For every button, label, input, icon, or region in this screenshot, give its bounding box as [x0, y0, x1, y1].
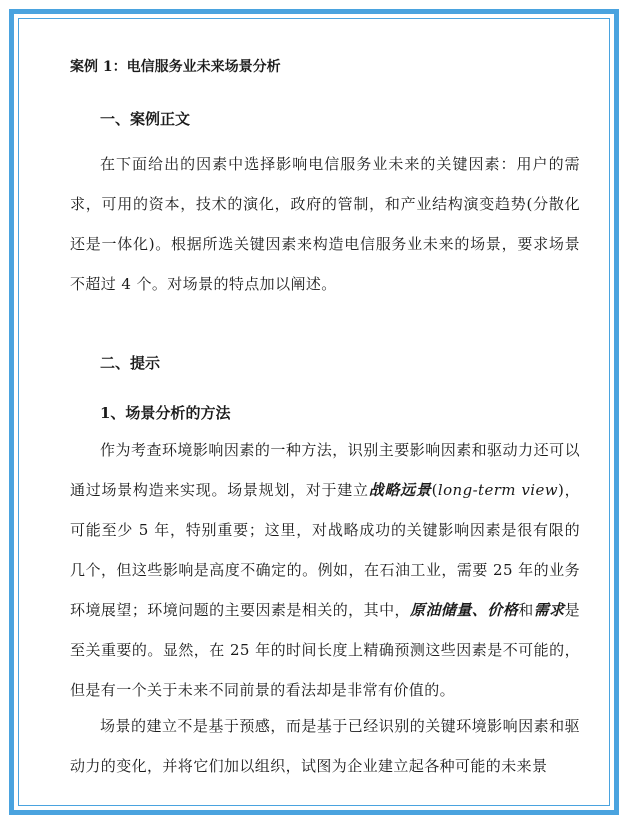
- text-run: 作为考查环境影响因素的一种方法，识别主要影响因素和驱动力还可以通过场景构造来实现。场景规划，对于建立: [70, 441, 580, 499]
- document-body: [70, 56, 581, 775]
- text-run: 是至关重要的。显然，在 25 年的时间长度上精确预测这些因素是不可能的，但是有一个关于未来不同前景的看法却是非常有价值的。: [70, 601, 581, 699]
- scenario-building-paragraph: 场景的建立不是基于预感，而是基于已经识别的关键环境影响因素和驱动力的变化，并将它们加以组织，试图为企业建立起各种可能的未来景: [70, 717, 580, 775]
- term-long-term-view: long-term view: [437, 481, 559, 499]
- text-run: 、: [471, 601, 488, 619]
- text-run: )，可能至少 5 年，特别重要；这里，对战略成功的关键影响因素是很有限的几个，但这些影响是高度不确定的。例如，在石油工业，需要 25 年的业务环境展望；环境问题的主要因素是相关的，其中，: [70, 481, 580, 619]
- section-heading-hints: 二、提示: [100, 354, 161, 372]
- term-demand: 需求: [533, 601, 565, 619]
- case-title: 案例 1：电信服务业未来场景分析: [70, 59, 281, 75]
- case-text-paragraph: 在下面给出的因素中选择影响电信服务业未来的关键因素：用户的需求，可用的资本，技术的演化，政府的管制，和产业结构演变趋势(分散化还是一体化)。根据所选关键因素来构造电信服务业未来的场景，要求场景不超过 4 个。对场景的特点加以阐述。: [70, 155, 580, 293]
- text-run: (: [431, 481, 438, 499]
- section-heading-case-text: 一、案例正文: [100, 110, 191, 128]
- term-oil-reserves: 原油储量: [410, 601, 472, 619]
- subsection-heading-scenario-method: 1、场景分析的方法: [100, 404, 231, 422]
- term-strategic-vision: 战略远景: [368, 481, 432, 499]
- scenario-method-paragraph: [70, 430, 580, 710]
- text-run: 和: [518, 601, 534, 619]
- term-price: 价格: [487, 601, 519, 619]
